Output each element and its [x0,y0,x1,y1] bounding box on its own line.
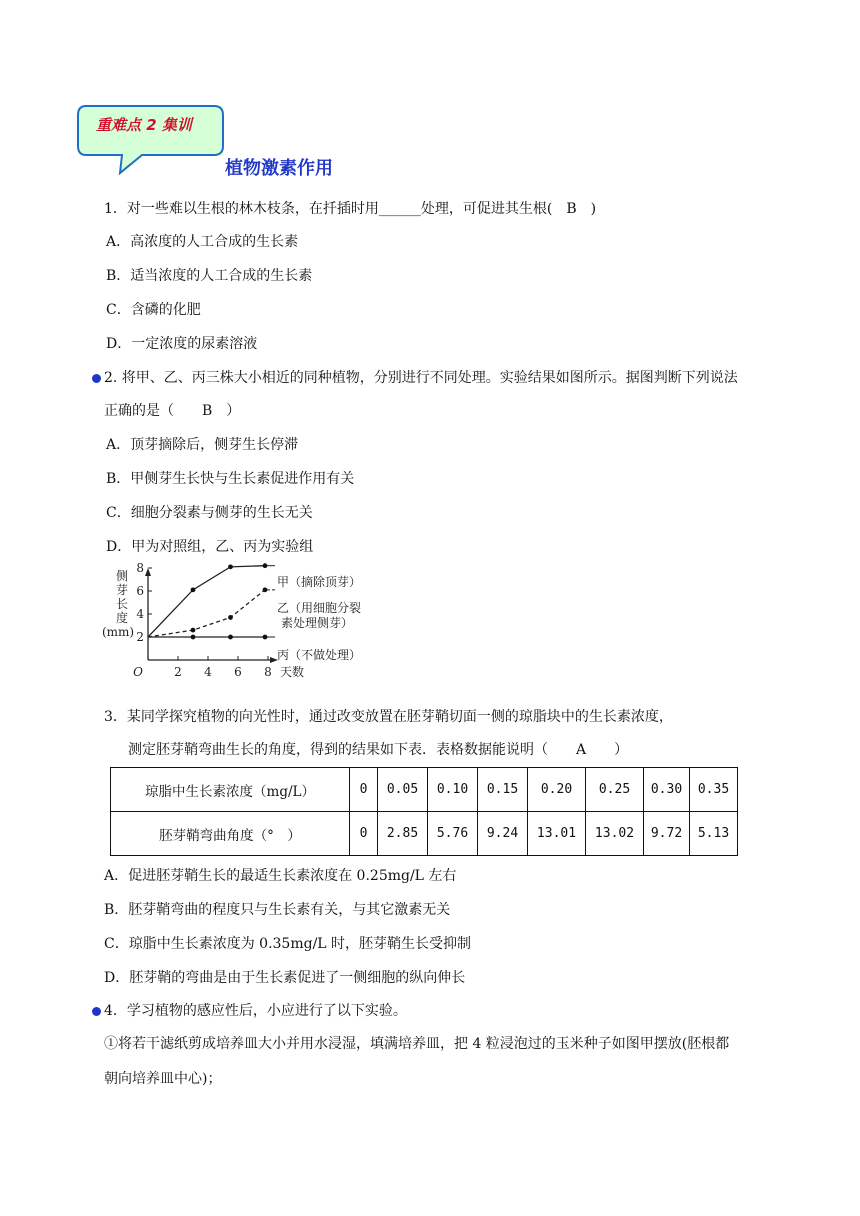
data-point [191,587,196,592]
data-point [228,615,233,620]
auxin-data-table [110,767,738,856]
question-4-body-line-2: 朝向培养皿中心)； [104,1071,222,1087]
series-label: 素处理侧芽） [281,616,354,630]
y-tick-label: 8 [136,562,144,575]
table-cell: 0 [350,812,378,856]
data-point [228,635,233,640]
table-row-label: 琼脂中生长素浓度（mg/L） [111,768,350,812]
table-cell: 0.25 [586,768,644,812]
question-1-option-a: A．高浓度的人工合成的生长素 [106,234,299,250]
question-3-stem-line-2: 测定胚芽鞘弯曲生长的角度，得到的结果如下表．表格数据能说明（ A ） [128,742,629,758]
question-2-stem-line-1: 2. 将甲、乙、丙三株大小相近的同种植物，分别进行不同处理。实验结果如图所示。据图判断下列说法 [104,370,738,386]
series-line [148,590,265,637]
question-3-option-a: A．促进胚芽鞘生长的最适生长素浓度在 0.25mg/L 左右 [104,868,457,884]
x-tick-label: 4 [204,665,212,679]
data-point [263,635,268,640]
y-tick-label: 4 [136,607,144,621]
x-tick-label: 8 [264,665,272,679]
y-tick-label: 2 [136,630,144,644]
table-cell: 0.35 [690,768,738,812]
question-2-stem-line-2: 正确的是（ B ） [104,403,241,419]
data-point [263,563,268,568]
question-2-marker [92,374,101,383]
data-point [191,635,196,640]
table-cell: 0.10 [428,768,478,812]
question-3-option-b: B．胚芽鞘弯曲的程度只与生长素有关，与其它激素无关 [104,902,451,918]
y-tick-label: 6 [136,584,144,598]
series-label: 乙（用细胞分裂 [277,601,362,615]
y-axis-label-char: 长 [115,597,129,611]
table-cell: 13.02 [586,812,644,856]
question-1-stem: 1．对一些难以生根的林木枝条，在扦插时用______处理，可促进其生根( B ) [104,201,597,217]
table-cell: 13.01 [528,812,586,856]
table-row [111,768,738,812]
question-2-option-a: A．顶芽摘除后，侧芽生长停滞 [106,437,299,453]
series-label: 甲（摘除顶芽） [277,575,362,589]
table-cell: 5.13 [690,812,738,856]
table-row [111,812,738,856]
x-tick-label: 2 [174,665,182,679]
question-3-option-d: D．胚芽鞘的弯曲是由于生长素促进了一侧细胞的纵向伸长 [104,970,466,986]
table-cell: 0.30 [644,768,690,812]
y-axis-unit: (mm) [101,625,135,639]
series-label: 丙（不做处理） [277,648,362,662]
origin-label: O [133,665,143,679]
table-row-label: 胚芽鞘弯曲角度（° ） [111,812,350,856]
table-cell: 5.76 [428,812,478,856]
table-cell: 9.72 [644,812,690,856]
x-axis-label: 天数 [280,665,305,679]
question-4-body-line-1: ①将若干滤纸剪成培养皿大小并用水浸湿，填满培养皿，把 4 粒浸泡过的玉米种子如图甲摆放(胚根都 [104,1036,730,1052]
table-cell: 0 [350,768,378,812]
table-cell: 2.85 [378,812,428,856]
table-cell: 0.15 [478,768,528,812]
question-1-option-c: C．含磷的化肥 [106,302,201,318]
data-point [228,564,233,569]
y-axis-label-char: 芽 [115,583,129,597]
y-axis-label-char: 侧 [115,569,129,583]
table-cell: 0.05 [378,768,428,812]
question-2-option-d: D．甲为对照组，乙、丙为实验组 [106,539,314,555]
question-1-option-d: D．一定浓度的尿素溶液 [106,336,258,352]
table-cell: 9.24 [478,812,528,856]
data-point [263,587,268,592]
question-3-option-c: C．琼脂中生长素浓度为 0.35mg/L 时，胚芽鞘生长受抑制 [104,936,472,952]
lateral-bud-growth-chart [96,562,386,698]
section-title: 植物激素作用 [225,158,333,179]
table-cell: 0.20 [528,768,586,812]
question-3-stem-line-1: 3．某同学探究植物的向光性时，通过改变放置在胚芽鞘切面一侧的琼脂块中的生长素浓度， [104,709,673,725]
y-axis-label-char: 度 [115,611,129,625]
bubble-label: 重难点 2 集训 [96,116,192,134]
question-2-option-b: B．甲侧芽生长快与生长素促进作用有关 [106,471,355,487]
y-axis-arrow [145,568,151,576]
data-point [191,628,196,633]
x-tick-label: 6 [234,665,242,679]
series-line [148,566,265,637]
question-1-option-b: B．适当浓度的人工合成的生长素 [106,268,313,284]
question-4-stem: 4．学习植物的感应性后，小应进行了以下实验。 [104,1003,407,1019]
question-4-marker [92,1007,101,1016]
question-2-option-c: C．细胞分裂素与侧芽的生长无关 [106,505,313,521]
